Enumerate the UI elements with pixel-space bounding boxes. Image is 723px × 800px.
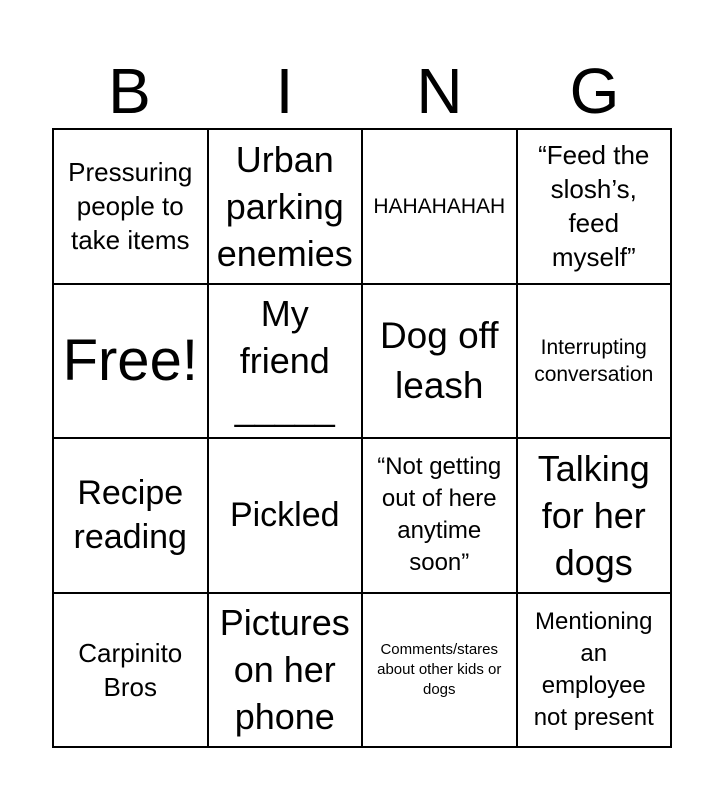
cell-text: “Not getting out of here anytime soon” — [377, 453, 502, 577]
bingo-cell[interactable] — [363, 285, 518, 440]
cell-text: Free! — [62, 327, 198, 393]
bingo-cell[interactable] — [363, 439, 518, 594]
bingo-cell[interactable] — [363, 130, 518, 285]
cell-text: My friend _____ — [234, 293, 335, 429]
cell-text: Urban parking enemies — [216, 138, 353, 274]
cell-text: Dog off leash — [379, 314, 499, 406]
bingo-cell[interactable] — [54, 130, 209, 285]
cell-text: Carpinito Bros — [78, 637, 183, 702]
bingo-cell[interactable] — [209, 285, 364, 440]
cell-text: Pickled — [229, 496, 340, 535]
bingo-cell[interactable] — [209, 439, 364, 594]
cell-text: Talking for her dogs — [537, 447, 650, 583]
bingo-cell[interactable] — [518, 439, 673, 594]
bingo-cell[interactable] — [518, 130, 673, 285]
cell-text: Comments/stares about other kids or dogs — [377, 640, 502, 698]
free-space-cell[interactable] — [54, 285, 209, 440]
header-letter-n: N — [416, 55, 463, 127]
cell-text: Interrupting conversation — [534, 335, 654, 386]
cell-text: HAHAHAHAH — [373, 194, 506, 218]
header-letter-b: B — [108, 55, 151, 127]
cell-text: Pressuring people to take items — [68, 157, 193, 256]
bingo-cell[interactable] — [363, 594, 518, 749]
cell-text: Recipe reading — [73, 474, 187, 557]
bingo-cell[interactable] — [54, 439, 209, 594]
cell-text: Mentioning an employee not present — [533, 607, 654, 731]
cell-text: Pictures on her phone — [219, 602, 350, 738]
bingo-cell[interactable] — [209, 594, 364, 749]
bingo-cell[interactable] — [209, 130, 364, 285]
bingo-cell[interactable] — [54, 594, 209, 749]
bingo-header — [52, 56, 672, 126]
bingo-cell[interactable] — [518, 285, 673, 440]
header-letter-i: I — [275, 55, 294, 127]
bingo-cell[interactable] — [518, 594, 673, 749]
header-letter-g: G — [569, 55, 620, 127]
bingo-grid — [52, 128, 672, 748]
cell-text: “Feed the slosh’s, feed myself” — [538, 140, 650, 273]
